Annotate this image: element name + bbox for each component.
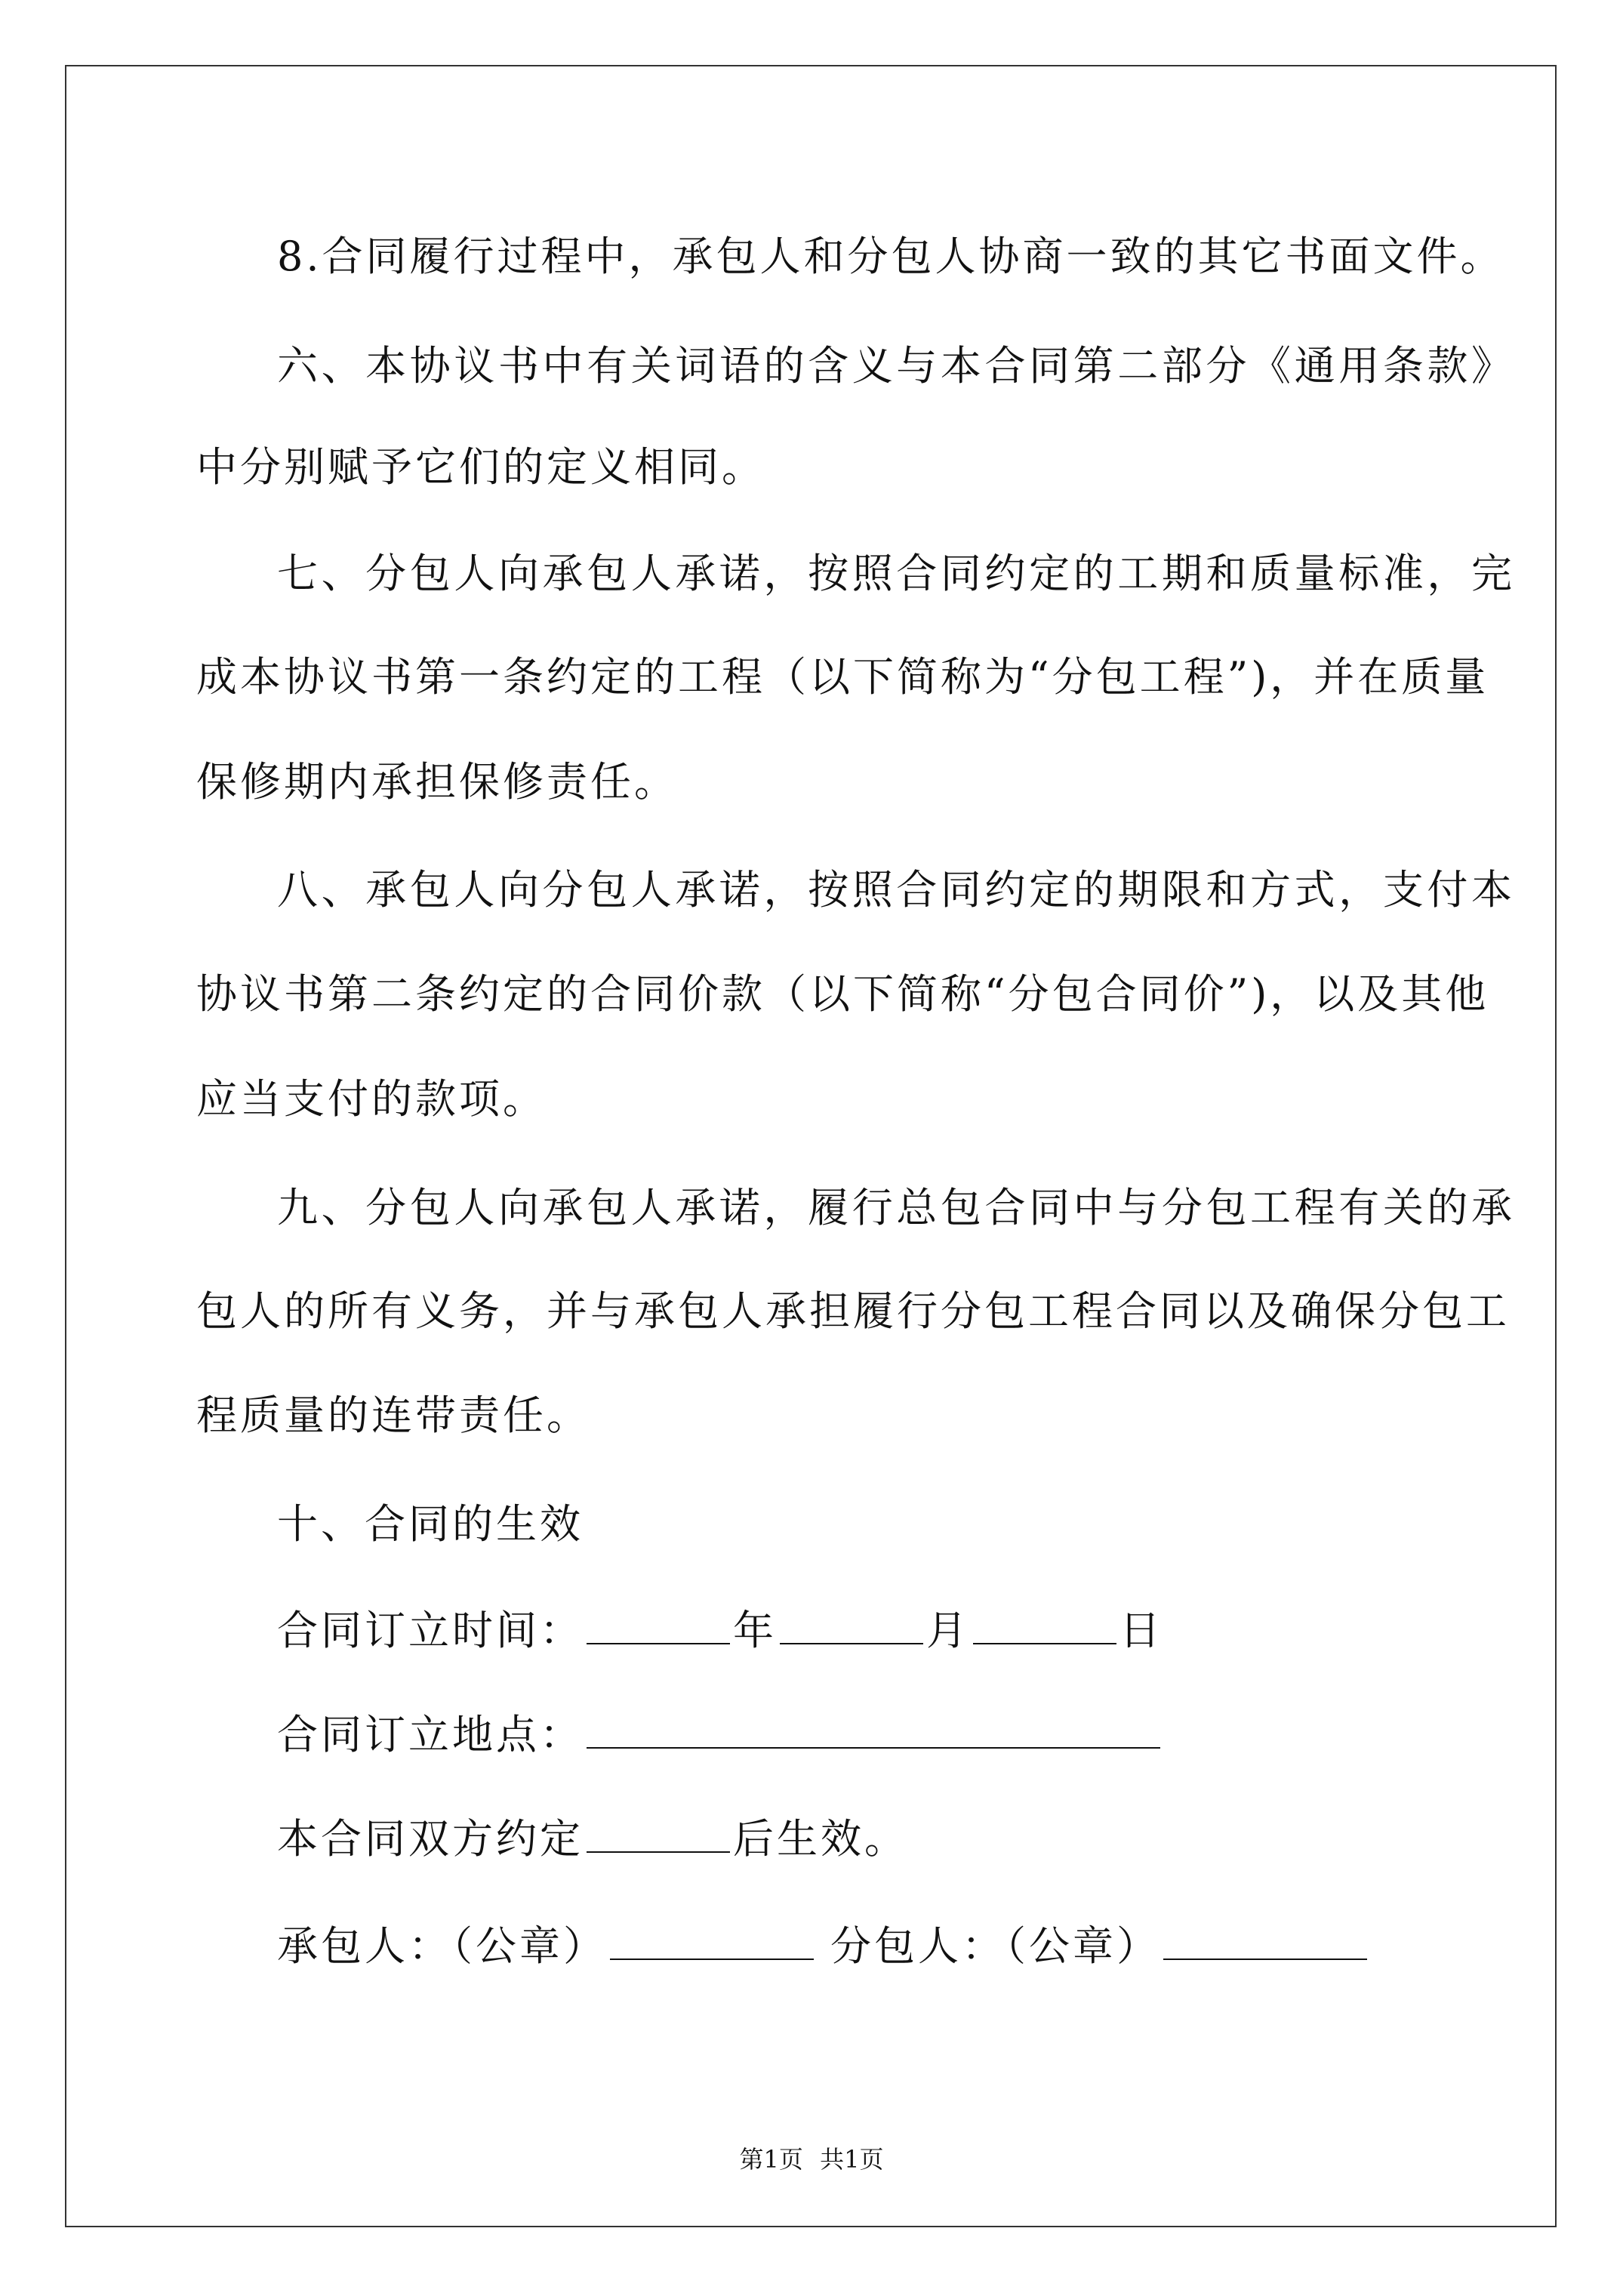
paragraph-line: 中分别赋予它们的定义相同。 — [196, 443, 765, 491]
paragraph-line: 8.合同履行过程中，承包人和分包人协商一致的其它书面文件。 — [277, 233, 1504, 280]
seal-line — [196, 1918, 1515, 1973]
effective-blank[interactable] — [587, 1811, 730, 1853]
month-blank[interactable] — [780, 1602, 923, 1644]
paragraph-line: 八、承包人向分包人承诺，按照合同约定的期限和方式，支付本 — [277, 866, 1515, 914]
sign-date-label: 合同订立时间： — [277, 1607, 584, 1654]
effective-line — [196, 1811, 1515, 1866]
paragraph-line: 程质量的连带责任。 — [196, 1391, 590, 1439]
paragraph-line: 六、本协议书中有关词语的含义与本合同第二部分《通用条款》 — [277, 342, 1515, 390]
subcontractor-seal-label: 分包人：（公章） — [830, 1922, 1160, 1970]
paragraph-line: 包人的所有义务，并与承包人承担履行分包工程合同以及确保分包工 — [196, 1287, 1510, 1335]
month-label: 月 — [926, 1607, 970, 1654]
year-label: 年 — [733, 1607, 777, 1654]
sign-place-line — [196, 1706, 1515, 1761]
paragraph-line: 成本协议书第一条约定的工程（以下简称为“分包工程”)，并在质量 — [196, 653, 1489, 701]
effective-prefix: 本合同双方约定 — [277, 1815, 584, 1863]
page-number: 第1页 — [739, 2145, 803, 2174]
day-label: 日 — [1119, 1607, 1163, 1654]
year-blank[interactable] — [587, 1602, 730, 1644]
sign-place-label: 合同订立地点： — [277, 1711, 584, 1758]
paragraph-line: 七、分包人向承包人承诺，按照合同约定的工期和质量标准，完 — [277, 550, 1515, 597]
paragraph-line: 九、分包人向承包人承诺，履行总包合同中与分包工程有关的承 — [277, 1184, 1515, 1231]
sign-date-line — [196, 1602, 1515, 1657]
day-blank[interactable] — [973, 1602, 1116, 1644]
page-footer — [0, 2144, 1623, 2174]
subcontractor-seal-blank[interactable] — [1163, 1918, 1367, 1960]
effective-suffix: 后生效。 — [733, 1815, 908, 1863]
paragraph-line: 应当支付的款项。 — [196, 1075, 547, 1123]
page-total: 共1页 — [820, 2145, 884, 2174]
paragraph-line: 协议书第二条约定的合同价款（以下简称“分包合同价”)，以及其他 — [196, 970, 1489, 1018]
section-heading: 十、合同的生效 — [277, 1500, 584, 1548]
place-blank[interactable] — [587, 1706, 1160, 1749]
contractor-seal-blank[interactable] — [610, 1918, 814, 1960]
paragraph-line: 保修期内承担保修责任。 — [196, 758, 678, 806]
contractor-seal-label: 承包人：（公章） — [277, 1922, 607, 1970]
